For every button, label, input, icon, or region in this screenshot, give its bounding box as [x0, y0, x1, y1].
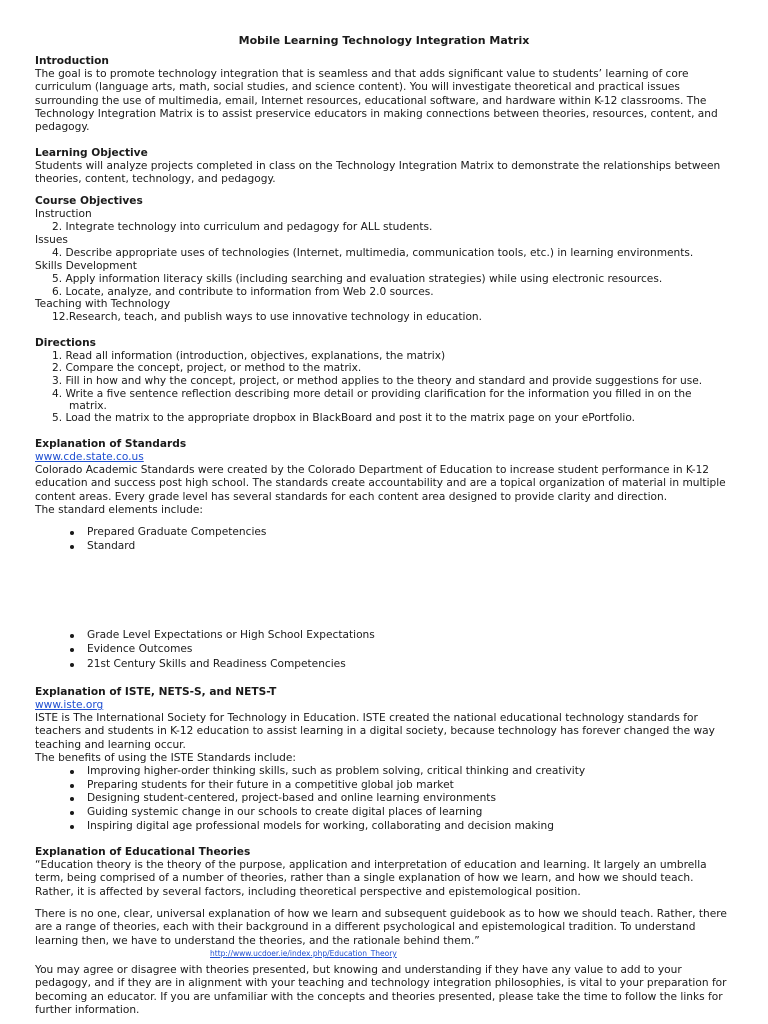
standards-elements-intro: The standard elements include:: [35, 504, 203, 516]
standards-link[interactable]: [35, 451, 144, 464]
iste-bullet-2: Preparing students for their future in a competitive global job market: [87, 779, 454, 791]
standards-link-text[interactable]: www.cde.state.co.us: [35, 451, 144, 463]
bullet-dot: [70, 531, 74, 535]
directions-item-1: 1. Read all information (introduction, objectives, explanations, the matrix): [52, 350, 446, 362]
theories-source-link-text[interactable]: http://www.ucdoer.ie/index.php/Education_Theory: [210, 949, 397, 958]
iste-link-text[interactable]: www.iste.org: [35, 699, 104, 711]
teaching-item: 12.Research, teach, and publish ways to use innovative technology in education.: [52, 311, 483, 323]
standards-bullet-1: Prepared Graduate Competencies: [87, 526, 267, 538]
bullet-dot: [70, 784, 74, 788]
standards-bullet-2: Standard: [87, 540, 136, 552]
teaching-label: Teaching with Technology: [35, 298, 171, 310]
issues-label: Issues: [35, 234, 68, 246]
standards-bullet-4: Evidence Outcomes: [87, 643, 193, 655]
directions-item-4-cont: matrix.: [69, 400, 107, 412]
skills-item-2: 6. Locate, analyze, and contribute to information from Web 2.0 sources.: [52, 286, 434, 298]
directions-heading: Directions: [35, 337, 96, 349]
bullet-dot: [70, 811, 74, 815]
iste-bullet-3: Designing student-centered, project-based and online learning environments: [87, 792, 496, 804]
instruction-label: Instruction: [35, 208, 92, 220]
iste-bullet-4: Guiding systemic change in our schools to create digital places of learning: [87, 806, 483, 818]
standards-heading: Explanation of Standards: [35, 438, 187, 450]
iste-bullet-1: Improving higher-order thinking skills, such as problem solving, critical thinking and creativity: [87, 765, 586, 777]
issues-item: 4. Describe appropriate uses of technologies (Internet, multimedia, communication tools, etc.) in learning environments.: [52, 247, 694, 259]
instruction-item: 2. Integrate technology into curriculum and pedagogy for ALL students.: [52, 221, 433, 233]
learning-objective-body: Students will analyze projects completed in class on the Technology Integration Matrix to demonstrate the relationships between theories, content, technology, and pedagogy.: [35, 160, 721, 186]
bullet-dot: [70, 648, 74, 652]
skills-label: Skills Development: [35, 260, 137, 272]
theories-closing: You may agree or disagree with theories presented, but knowing and understanding if they have any value to add to your pedagogy, and if they are in alignment with your teaching and technology integration philosophies, is vital to your preparation for becoming an educator. If you are unfamiliar with the concepts and theories presented, please take the time to follow the links for further information.: [35, 964, 727, 1016]
bullet-dot: [70, 797, 74, 801]
theories-heading: Explanation of Educational Theories: [35, 846, 251, 858]
introduction-body: The goal is to promote technology integration that is seamless and that adds significant value to students’ learning of core curriculum (language arts, math, social studies, and science content). You will investigate theoretical and practical issues surrounding the use of multimedia, email, Internet resources, educational software, and hardware within K-12 classrooms. The Technology Integration Matrix is to assist preservice educators in making connections between theories, resources, content, and pedagogy.: [35, 68, 718, 134]
bullet-dot: [70, 825, 74, 829]
iste-bullet-5: Inspiring digital age professional models for working, collaborating and decision making: [87, 820, 554, 832]
theories-source-link[interactable]: [210, 947, 397, 960]
bullet-dot: [70, 545, 74, 549]
skills-item-1: 5. Apply information literacy skills (including searching and evaluation strategies) while using electronic resources.: [52, 273, 663, 285]
bullet-dot: [70, 663, 74, 667]
theories-quote-1: “Education theory is the theory of the purpose, application and interpretation of education and learning. It largely an umbrella term, being comprised of a number of theories, rather than a single explanation of how we learn, and how we should teach. Rather, it is affected by several factors, including theoretical perspective and epistemological position.: [35, 859, 707, 898]
standards-body: Colorado Academic Standards were created by the Colorado Department of Education to increase student performance in K-12 education and success post high school. The standards create accountability and are a topical organization of material in multiple content areas. Every grade level has several standards for each content area designed to provide clarity and direction.: [35, 464, 726, 503]
iste-heading: Explanation of ISTE, NETS-S, and NETS-T: [35, 686, 277, 698]
course-objectives-heading: Course Objectives: [35, 195, 143, 207]
bullet-dot: [70, 770, 74, 774]
document-title: Mobile Learning Technology Integration Matrix: [238, 34, 530, 47]
standards-bullet-3: Grade Level Expectations or High School Expectations: [87, 629, 375, 641]
directions-item-4: 4. Write a five sentence reflection describing more detail or providing clarification for the information you filled in on the: [52, 388, 692, 400]
bullet-dot: [70, 634, 74, 638]
introduction-heading: Introduction: [35, 55, 109, 67]
directions-item-3: 3. Fill in how and why the concept, project, or method applies to the theory and standard and provide suggestions for use.: [52, 375, 703, 387]
iste-benefits-intro: The benefits of using the ISTE Standards include:: [35, 752, 296, 764]
iste-body: ISTE is The International Society for Technology in Education. ISTE created the national educational technology standards for teachers and students in K-12 education to assist learning in a digital society, because technology has forever changed the way teaching and learning occur.: [35, 712, 715, 751]
theories-quote-2: There is no one, clear, universal explanation of how we learn and subsequent guidebook as to how we should teach. Rather, there are a range of theories, each with their background in a different psychological and epistemological tradition. To understand learning then, we have to understand the theories, and the rationale behind them.”: [35, 908, 727, 947]
learning-objective-heading: Learning Objective: [35, 147, 148, 159]
directions-item-2: 2. Compare the concept, project, or method to the matrix.: [52, 362, 362, 374]
standards-bullet-5: 21st Century Skills and Readiness Competencies: [87, 658, 346, 670]
iste-link[interactable]: [35, 699, 103, 712]
directions-item-5: 5. Load the matrix to the appropriate dropbox in BlackBoard and post it to the matrix page on your ePortfolio.: [52, 412, 636, 424]
